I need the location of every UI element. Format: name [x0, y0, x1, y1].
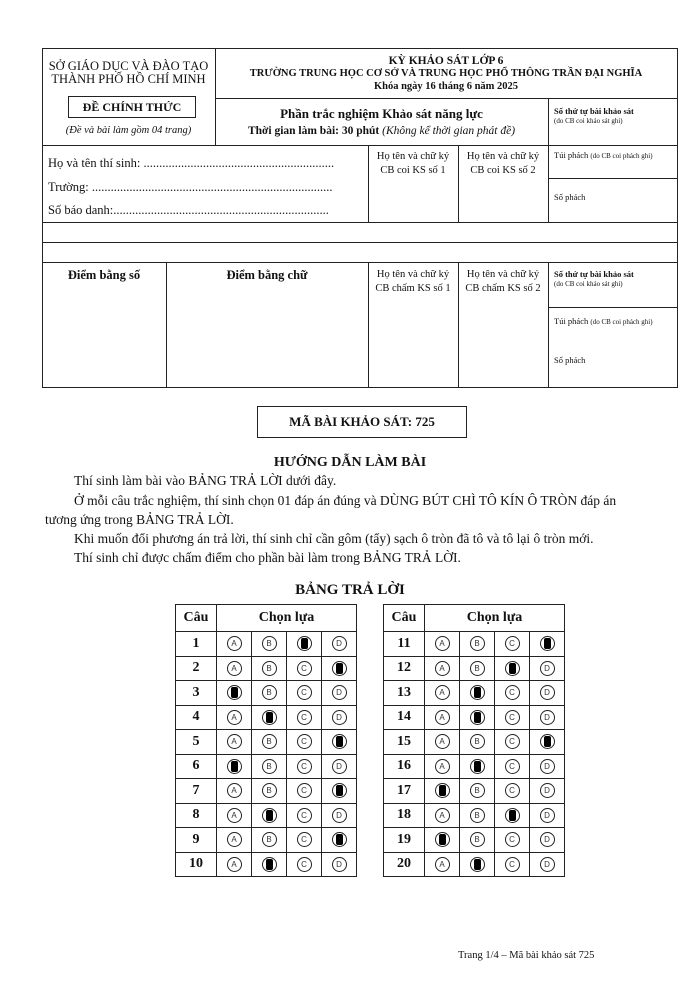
serial-note: (do CB coi khảo sát ghi) — [554, 117, 623, 125]
answer-bubble-a[interactable]: A — [227, 661, 242, 676]
serial-label: Số thứ tự bài khảo sát — [554, 106, 634, 116]
answer-table-left — [175, 604, 357, 877]
duration: Thời gian làm bài: 30 phút — [247, 125, 380, 137]
answer-bubble-a[interactable] — [435, 832, 450, 847]
answer-table-right — [383, 604, 565, 877]
answer-bubble-b[interactable] — [470, 710, 485, 725]
option-cell — [460, 828, 495, 853]
answer-row — [176, 730, 357, 755]
answer-bubble-a[interactable]: A — [435, 710, 450, 725]
question-number: 11 — [384, 632, 425, 657]
answer-row — [176, 803, 357, 828]
answer-bubble-b[interactable] — [262, 710, 277, 725]
option-cell — [322, 803, 357, 828]
answer-bubble-a[interactable]: A — [227, 710, 242, 725]
answer-bubble-b[interactable]: B — [470, 661, 485, 676]
option-cell — [287, 730, 322, 755]
answer-bubble-d[interactable]: D — [332, 808, 347, 823]
answer-row — [176, 656, 357, 681]
choice-header: Chọn lựa — [217, 605, 357, 632]
answer-row — [384, 803, 565, 828]
answer-row — [384, 632, 565, 657]
option-cell — [322, 852, 357, 877]
option-cell — [460, 705, 495, 730]
answer-bubble-c[interactable]: C — [297, 661, 312, 676]
answer-bubble-c[interactable]: C — [297, 783, 312, 798]
grading-pouch-field — [554, 316, 653, 326]
option-cell — [217, 852, 252, 877]
question-number: 16 — [384, 754, 425, 779]
code-label: Số phách — [554, 192, 586, 202]
answer-bubble-b[interactable]: B — [262, 783, 277, 798]
option-cell — [252, 632, 287, 657]
answer-bubble-c[interactable]: C — [505, 685, 520, 700]
option-cell — [530, 681, 565, 706]
answer-bubble-a[interactable]: A — [435, 857, 450, 872]
answer-row — [176, 828, 357, 853]
answer-row — [384, 754, 565, 779]
option-cell — [217, 632, 252, 657]
answer-bubble-a[interactable]: A — [227, 734, 242, 749]
option-cell — [460, 779, 495, 804]
question-number: 6 — [176, 754, 217, 779]
option-cell — [322, 779, 357, 804]
answer-bubble-a[interactable]: A — [227, 783, 242, 798]
option-cell — [425, 754, 460, 779]
answer-bubble-c[interactable]: C — [505, 734, 520, 749]
option-cell — [425, 681, 460, 706]
option-cell — [322, 754, 357, 779]
answer-bubble-a[interactable]: A — [227, 808, 242, 823]
answer-bubble-c[interactable]: C — [505, 759, 520, 774]
answer-bubble-b[interactable] — [470, 759, 485, 774]
answer-bubble-c[interactable]: C — [505, 832, 520, 847]
instruction-2b: tương ứng trong BẢNG TRẢ LỜI. — [45, 512, 234, 527]
choice-header: Chọn lựa — [425, 605, 565, 632]
answer-bubble-a[interactable] — [227, 759, 242, 774]
option-cell — [495, 656, 530, 681]
answer-row — [384, 730, 565, 755]
grader-1-line2: CB chấm KS số 1 — [375, 283, 451, 294]
answer-row — [384, 705, 565, 730]
candidate-name-field[interactable]: Họ và tên thí sinh: ............................................................. — [48, 156, 335, 170]
option-cell — [425, 828, 460, 853]
option-cell — [287, 779, 322, 804]
option-cell — [322, 828, 357, 853]
answer-bubble-b[interactable]: B — [262, 636, 277, 651]
question-number: 12 — [384, 656, 425, 681]
answer-row — [176, 852, 357, 877]
answer-bubble-a[interactable]: A — [227, 857, 242, 872]
option-cell — [252, 803, 287, 828]
option-cell — [460, 730, 495, 755]
grader-2-line2: CB chấm KS số 2 — [465, 283, 541, 294]
question-header: Câu — [176, 605, 217, 632]
question-number: 4 — [176, 705, 217, 730]
question-number: 18 — [384, 803, 425, 828]
answer-bubble-c[interactable] — [505, 808, 520, 823]
option-cell — [495, 852, 530, 877]
option-cell — [495, 779, 530, 804]
option-cell — [322, 730, 357, 755]
option-cell — [530, 754, 565, 779]
option-cell — [217, 754, 252, 779]
answer-bubble-d[interactable]: D — [540, 857, 555, 872]
answer-bubble-d[interactable]: D — [540, 783, 555, 798]
exam-code-box: MÃ BÀI KHẢO SÁT: 725 — [257, 406, 467, 438]
answer-sheet-title: BẢNG TRẢ LỜI — [295, 582, 405, 598]
option-cell — [425, 779, 460, 804]
option-cell — [495, 705, 530, 730]
invigilator-2-box — [458, 150, 548, 178]
answer-bubble-d[interactable] — [332, 661, 347, 676]
option-cell — [217, 828, 252, 853]
instruction-2a: Ở mỗi câu trắc nghiệm, thí sinh chọn 01 đáp án đúng và DÙNG BÚT CHÌ TÔ KÍN Ô TRÒN đáp án — [74, 493, 617, 508]
answer-row — [384, 828, 565, 853]
answer-bubble-c[interactable] — [505, 661, 520, 676]
pouch-label: Túi phách — [554, 150, 589, 160]
option-cell — [287, 803, 322, 828]
option-cell — [530, 828, 565, 853]
invigilator-1-box — [368, 150, 458, 178]
option-cell — [425, 656, 460, 681]
answer-bubble-d[interactable]: D — [540, 759, 555, 774]
option-cell — [322, 705, 357, 730]
dept-name — [42, 60, 215, 86]
answer-row — [384, 852, 565, 877]
option-cell — [217, 730, 252, 755]
answer-bubble-d[interactable]: D — [332, 685, 347, 700]
answer-bubble-b[interactable]: B — [262, 685, 277, 700]
answer-bubble-b[interactable]: B — [470, 783, 485, 798]
option-cell — [495, 730, 530, 755]
answer-bubble-c[interactable]: C — [297, 759, 312, 774]
grading-pouch-label: Túi phách — [554, 316, 589, 326]
answer-bubble-d[interactable]: D — [540, 832, 555, 847]
candidate-id-field[interactable]: Số báo danh:..................................................................... — [48, 203, 329, 217]
option-cell — [217, 803, 252, 828]
answer-bubble-c[interactable]: C — [505, 636, 520, 651]
answer-row — [176, 681, 357, 706]
grader-1-box — [368, 268, 458, 296]
school-name: TRƯỜNG TRUNG HỌC CƠ SỞ VÀ TRUNG HỌC PHỔ THÔNG TRẦN ĐẠI NGHĨA — [249, 68, 643, 79]
answer-bubble-a[interactable]: A — [435, 734, 450, 749]
option-cell — [217, 779, 252, 804]
answer-row — [176, 632, 357, 657]
option-cell — [322, 656, 357, 681]
question-number: 5 — [176, 730, 217, 755]
answer-bubble-a[interactable]: A — [435, 661, 450, 676]
answer-bubble-c[interactable]: C — [297, 832, 312, 847]
question-number: 20 — [384, 852, 425, 877]
option-cell — [252, 656, 287, 681]
option-cell — [287, 681, 322, 706]
question-number: 10 — [176, 852, 217, 877]
option-cell — [287, 754, 322, 779]
dept-line2: THÀNH PHỐ HỒ CHÍ MINH — [51, 72, 206, 86]
answer-bubble-d[interactable] — [540, 636, 555, 651]
answer-bubble-c[interactable]: C — [297, 710, 312, 725]
option-cell — [217, 705, 252, 730]
exam-title: KỲ KHẢO SÁT LỚP 6 — [388, 55, 504, 67]
answer-bubble-b[interactable]: B — [470, 808, 485, 823]
invigilator-1-line2: CB coi KS số 1 — [380, 165, 446, 176]
answer-bubble-c[interactable]: C — [505, 783, 520, 798]
option-cell — [530, 730, 565, 755]
answer-row — [384, 681, 565, 706]
question-number: 7 — [176, 779, 217, 804]
instruction-3: Khi muốn đổi phương án trả lời, thí sinh chỉ cần gôm (tẩy) sạch ô tròn đã tô và tô lại ô tròn mới. — [74, 531, 594, 546]
answer-bubble-c[interactable]: C — [505, 857, 520, 872]
official-badge: ĐỀ CHÍNH THỨC — [68, 96, 196, 118]
answer-bubble-b[interactable] — [262, 808, 277, 823]
option-cell — [252, 730, 287, 755]
grader-2-box — [458, 268, 548, 296]
option-cell — [460, 681, 495, 706]
option-cell — [530, 779, 565, 804]
answer-bubble-b[interactable]: B — [470, 832, 485, 847]
duration-note: (Không kể thời gian phát đề) — [382, 125, 516, 137]
option-cell — [287, 852, 322, 877]
option-cell — [530, 852, 565, 877]
answer-row — [384, 656, 565, 681]
answer-bubble-d[interactable]: D — [332, 759, 347, 774]
question-number: 14 — [384, 705, 425, 730]
question-number: 2 — [176, 656, 217, 681]
exam-date: Khóa ngày 16 tháng 6 năm 2025 — [373, 81, 519, 92]
option-cell — [425, 705, 460, 730]
answer-bubble-b[interactable]: B — [470, 734, 485, 749]
option-cell — [252, 681, 287, 706]
answer-bubble-d[interactable]: D — [540, 710, 555, 725]
answer-bubble-a[interactable]: A — [227, 832, 242, 847]
option-cell — [495, 803, 530, 828]
answer-bubble-a[interactable]: A — [435, 808, 450, 823]
grading-pouch-note: (do CB coi phách ghi) — [590, 318, 653, 326]
grading-serial-label: Số thứ tự bài khảo sát — [554, 269, 634, 279]
option-cell — [322, 632, 357, 657]
option-cell — [252, 705, 287, 730]
grading-code-label: Số phách — [554, 355, 586, 365]
answer-row — [176, 705, 357, 730]
question-number: 1 — [176, 632, 217, 657]
instructions-title: HƯỚNG DẪN LÀM BÀI — [273, 455, 427, 470]
answer-bubble-d[interactable]: D — [540, 808, 555, 823]
question-number: 19 — [384, 828, 425, 853]
invigilator-2-line1: Họ tên và chữ ký — [466, 151, 540, 162]
answer-bubble-b[interactable]: B — [262, 661, 277, 676]
answer-bubble-b[interactable]: B — [262, 759, 277, 774]
answer-bubble-b[interactable] — [262, 857, 277, 872]
answer-bubble-d[interactable]: D — [332, 636, 347, 651]
option-cell — [425, 803, 460, 828]
option-cell — [287, 828, 322, 853]
answer-bubble-d[interactable] — [540, 734, 555, 749]
option-cell — [495, 828, 530, 853]
answer-bubble-d[interactable] — [332, 783, 347, 798]
score-words-label: Điểm bằng chữ — [226, 268, 308, 282]
answer-bubble-b[interactable] — [470, 685, 485, 700]
option-cell — [530, 632, 565, 657]
answer-bubble-a[interactable]: A — [435, 759, 450, 774]
answer-bubble-b[interactable]: B — [470, 636, 485, 651]
page-note: (Đề và bài làm gồm 04 trang) — [65, 125, 192, 136]
section-title: Phần trắc nghiệm Khảo sát năng lực — [280, 106, 483, 121]
answer-bubble-a[interactable] — [435, 783, 450, 798]
option-cell — [252, 779, 287, 804]
answer-bubble-a[interactable]: A — [435, 636, 450, 651]
answer-bubble-a[interactable]: A — [227, 636, 242, 651]
option-cell — [530, 803, 565, 828]
answer-bubble-d[interactable]: D — [332, 710, 347, 725]
option-cell — [495, 632, 530, 657]
question-number: 9 — [176, 828, 217, 853]
option-cell — [425, 852, 460, 877]
answer-bubble-c[interactable]: C — [297, 808, 312, 823]
grader-1-line1: Họ tên và chữ ký — [376, 269, 450, 280]
option-cell — [287, 632, 322, 657]
question-number: 17 — [384, 779, 425, 804]
option-cell — [460, 656, 495, 681]
option-cell — [252, 828, 287, 853]
option-cell — [252, 852, 287, 877]
answer-bubble-d[interactable] — [332, 734, 347, 749]
answer-bubble-b[interactable]: B — [262, 832, 277, 847]
pouch-note: (do CB coi phách ghi) — [590, 152, 653, 160]
pouch-field — [554, 150, 653, 160]
score-number-label: Điểm bằng số — [67, 268, 141, 282]
option-cell — [460, 803, 495, 828]
grading-serial-note: (do CB coi khảo sát ghi) — [554, 280, 623, 288]
answer-bubble-c[interactable]: C — [505, 710, 520, 725]
option-cell — [460, 852, 495, 877]
option-cell — [425, 632, 460, 657]
instruction-1: Thí sinh làm bài vào BẢNG TRẢ LỜI dưới đây. — [74, 473, 337, 488]
question-header: Câu — [384, 605, 425, 632]
option-cell — [460, 754, 495, 779]
question-number: 8 — [176, 803, 217, 828]
invigilator-1-line1: Họ tên và chữ ký — [376, 151, 450, 162]
answer-bubble-d[interactable]: D — [332, 857, 347, 872]
dept-line1: SỞ GIÁO DỤC VÀ ĐÀO TẠO — [48, 59, 209, 73]
duration-line — [215, 125, 548, 137]
option-cell — [460, 632, 495, 657]
option-cell — [530, 656, 565, 681]
answer-bubble-c[interactable] — [297, 636, 312, 651]
question-number: 15 — [384, 730, 425, 755]
grader-2-line1: Họ tên và chữ ký — [466, 269, 540, 280]
answer-bubble-a[interactable] — [227, 685, 242, 700]
option-cell — [425, 730, 460, 755]
answer-row — [384, 779, 565, 804]
option-cell — [495, 681, 530, 706]
instruction-4: Thí sinh chỉ được chấm điểm cho phần bài làm trong BẢNG TRẢ LỜI. — [74, 550, 461, 565]
answer-bubble-b[interactable] — [470, 857, 485, 872]
answer-bubble-d[interactable]: D — [540, 661, 555, 676]
answer-bubble-a[interactable]: A — [435, 685, 450, 700]
option-cell — [252, 754, 287, 779]
question-number: 3 — [176, 681, 217, 706]
option-cell — [217, 656, 252, 681]
answer-row — [176, 754, 357, 779]
option-cell — [495, 754, 530, 779]
answer-bubble-c[interactable]: C — [297, 734, 312, 749]
option-cell — [322, 681, 357, 706]
option-cell — [287, 656, 322, 681]
candidate-school-field[interactable]: Trường: ............................................................................. — [48, 180, 333, 194]
question-number: 13 — [384, 681, 425, 706]
invigilator-2-line2: CB coi KS số 2 — [470, 165, 536, 176]
answer-bubble-c[interactable]: C — [297, 685, 312, 700]
option-cell — [287, 705, 322, 730]
page-footer: Trang 1/4 – Mã bài khảo sát 725 — [458, 950, 595, 961]
answer-row — [176, 779, 357, 804]
answer-bubble-b[interactable]: B — [262, 734, 277, 749]
answer-bubble-d[interactable]: D — [540, 685, 555, 700]
option-cell — [530, 705, 565, 730]
answer-bubble-d[interactable] — [332, 832, 347, 847]
answer-bubble-c[interactable]: C — [297, 857, 312, 872]
option-cell — [217, 681, 252, 706]
